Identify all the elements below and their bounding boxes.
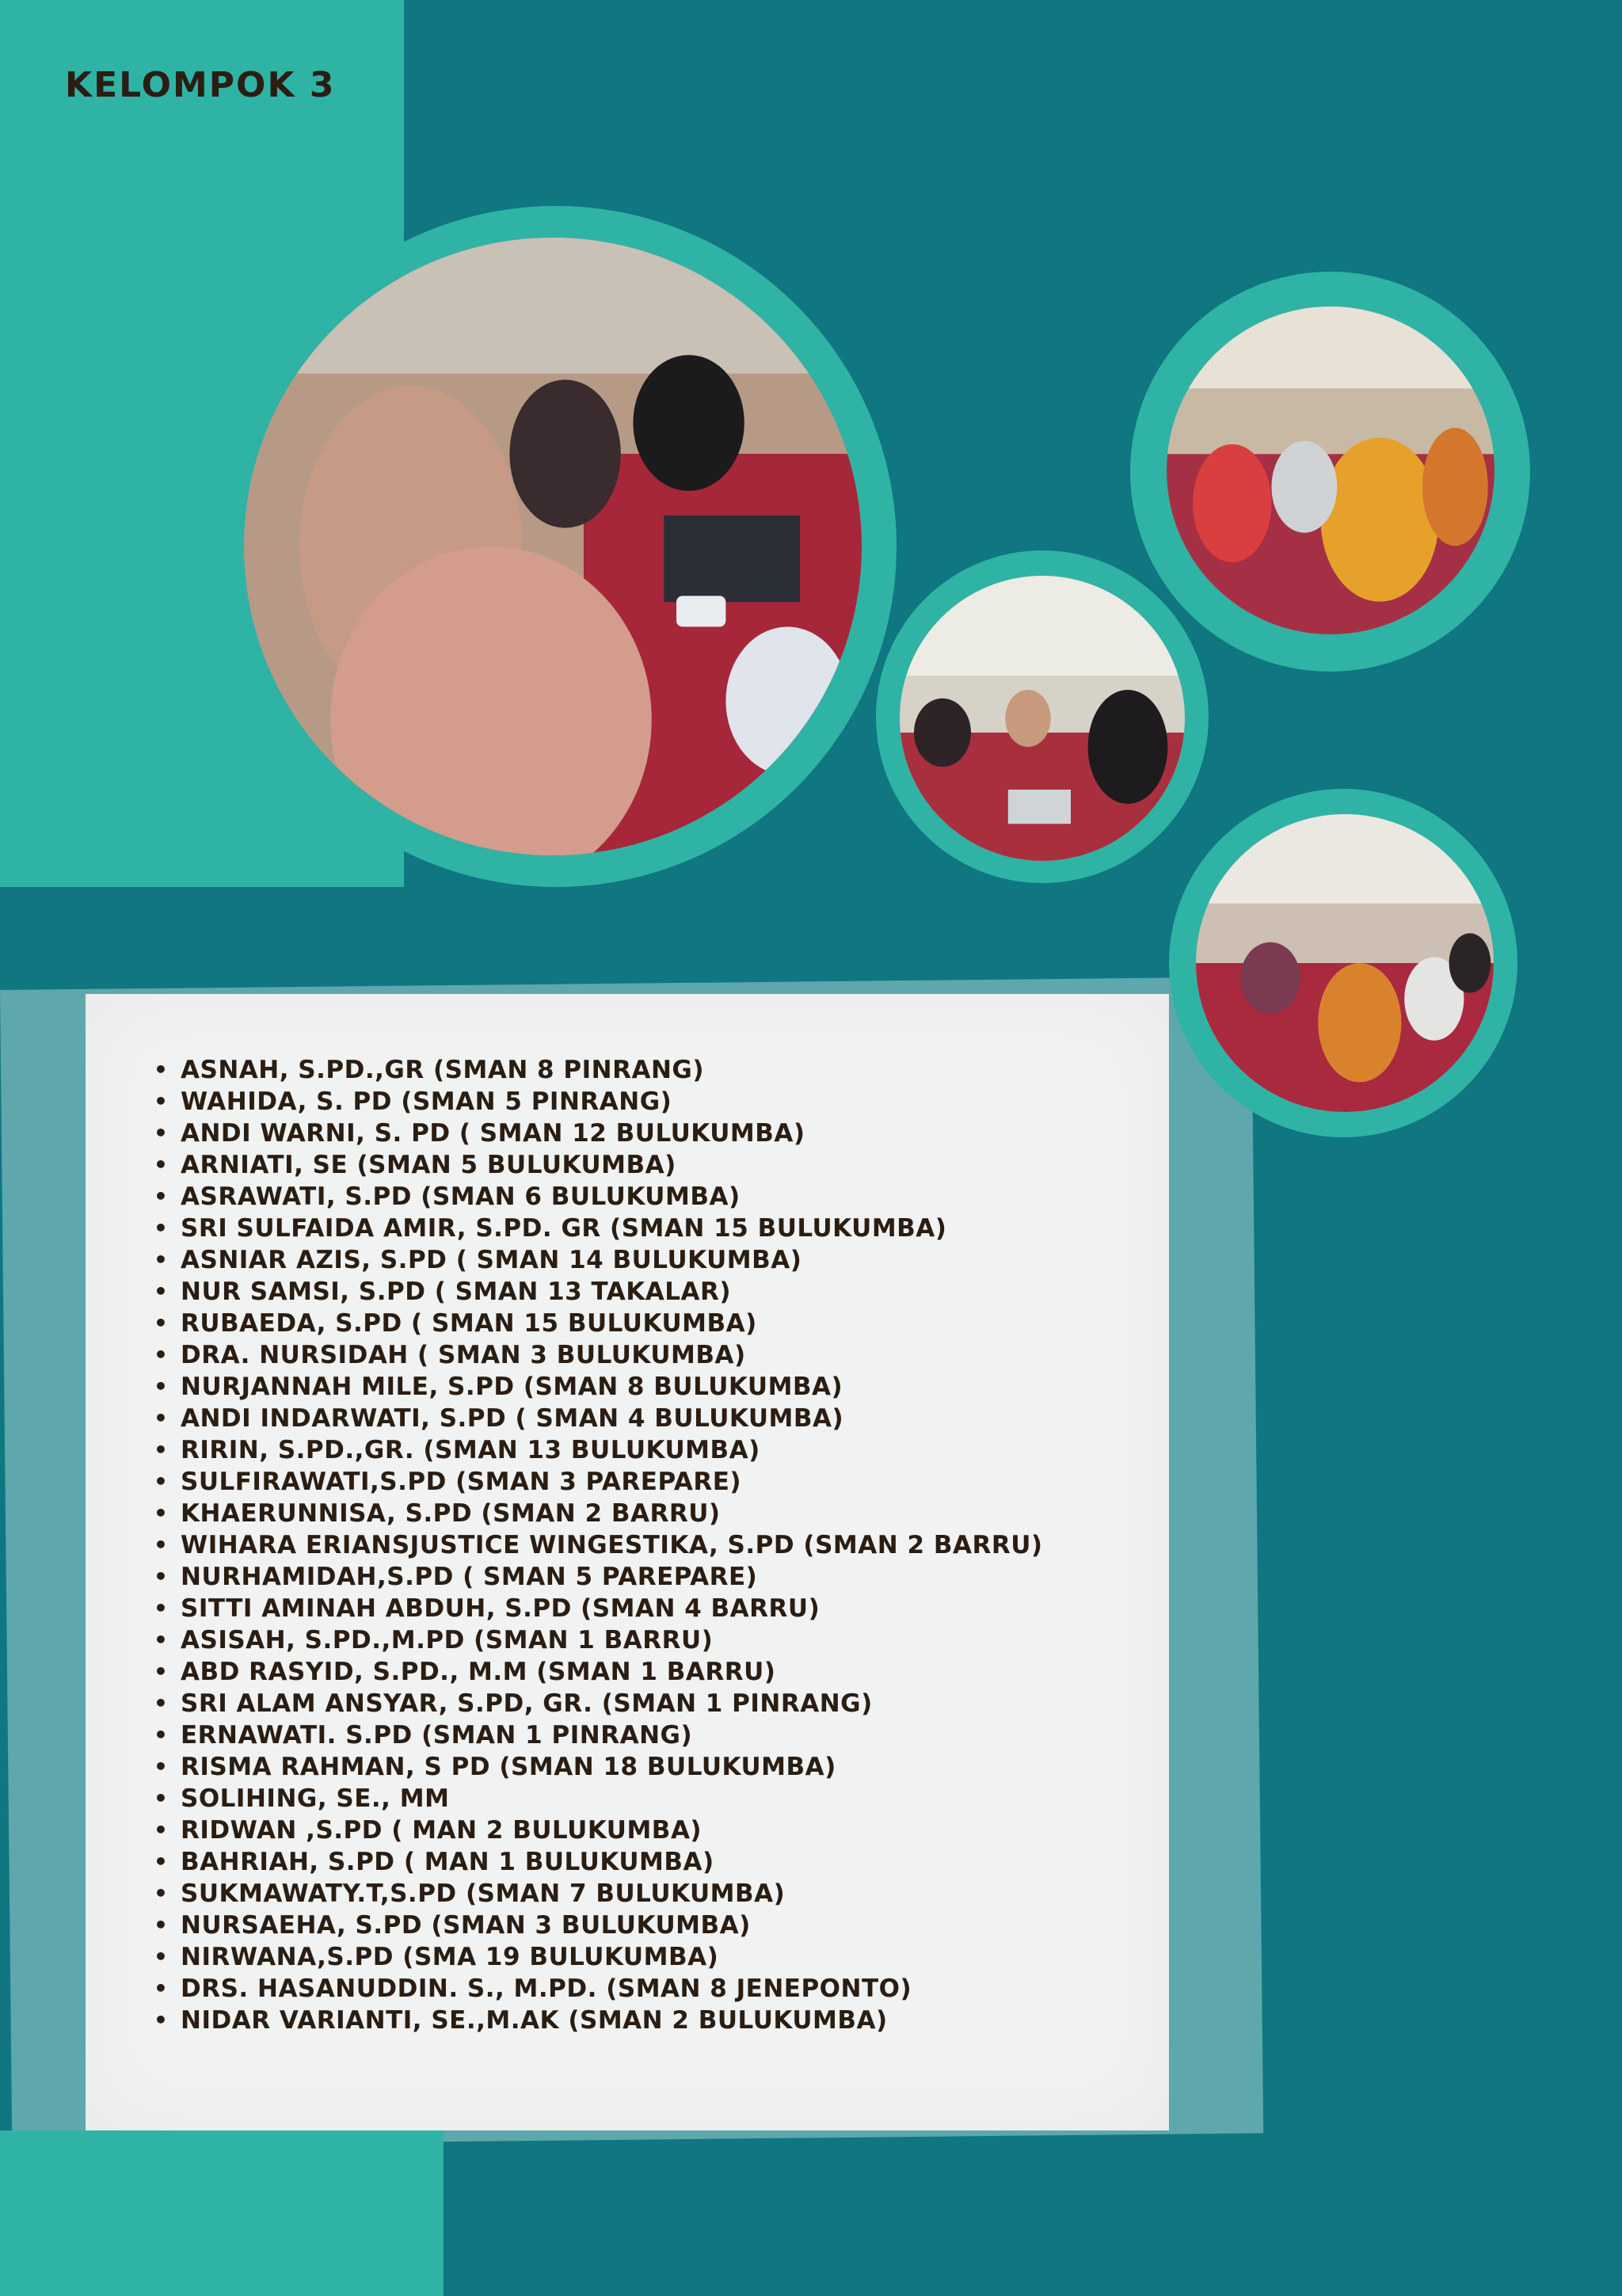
member-name: KHAERUNNISA, S.PD (SMAN 2 BARRU) (181, 1499, 721, 1528)
list-item (154, 1973, 1139, 2005)
bullet-icon: • (154, 1563, 169, 1590)
bullet-icon: • (154, 1183, 169, 1209)
list-item (154, 1593, 1139, 1624)
list-item (154, 1403, 1139, 1434)
member-name: RUBAEDA, S.PD ( SMAN 15 BULUKUMBA) (181, 1309, 757, 1338)
member-name: NUR SAMSI, S.PD ( SMAN 13 TAKALAR) (181, 1277, 732, 1306)
bullet-icon: • (154, 1468, 169, 1494)
bullet-icon: • (154, 1690, 169, 1716)
bullet-icon: • (154, 1944, 169, 1970)
bullet-icon: • (154, 1975, 169, 2001)
page-title: KELOMPOK 3 (65, 65, 336, 105)
list-item (154, 1244, 1139, 1276)
list-item (154, 1498, 1139, 1529)
member-name: ASNAH, S.PD.,GR (SMAN 8 PINRANG) (181, 1056, 705, 1084)
bullet-icon: • (154, 1658, 169, 1685)
member-name: SUKMAWATY.T,S.PD (SMAN 7 BULUKUMBA) (181, 1879, 786, 1908)
member-name: RISMA RAHMAN, S PD (SMAN 18 BULUKUMBA) (181, 1753, 836, 1781)
bullet-icon: • (154, 1880, 169, 1906)
bullet-icon: • (154, 1722, 169, 1748)
bullet-icon: • (154, 1595, 169, 1621)
bullet-icon: • (154, 1532, 169, 1558)
list-item (154, 1719, 1139, 1751)
list-item (154, 1181, 1139, 1213)
bullet-icon: • (154, 1753, 169, 1780)
bullet-icon: • (154, 1120, 169, 1146)
bullet-icon: • (154, 1088, 169, 1114)
member-name: DRS. HASANUDDIN. S., M.PD. (SMAN 8 JENEPONTO) (181, 1974, 912, 2003)
member-name: SITTI AMINAH ABDUH, S.PD (SMAN 4 BARRU) (181, 1594, 821, 1623)
group-photo-top-right (1167, 307, 1494, 634)
member-name: SULFIRAWATI,S.PD (SMAN 3 PAREPARE) (181, 1468, 742, 1496)
list-item (154, 1783, 1139, 1814)
list-item (154, 1308, 1139, 1339)
bullet-icon: • (154, 1247, 169, 1273)
list-item (154, 1846, 1139, 1878)
member-name: RIDWAN ,S.PD ( MAN 2 BULUKUMBA) (181, 1816, 702, 1845)
member-name: RIRIN, S.PD.,GR. (SMAN 13 BULUKUMBA) (181, 1436, 760, 1464)
member-name: WIHARA ERIANSJUSTICE WINGESTIKA, S.PD (SMAN 2 BARRU) (181, 1531, 1043, 1559)
member-list (154, 1054, 1139, 2036)
bullet-icon: • (154, 2007, 169, 2033)
list-item (154, 1814, 1139, 1846)
list-item (154, 2005, 1139, 2036)
member-name: SRI ALAM ANSYAR, S.PD, GR. (SMAN 1 PINRANG) (181, 1689, 873, 1718)
bullet-icon: • (154, 1057, 169, 1083)
member-name: NIRWANA,S.PD (SMA 19 BULUKUMBA) (181, 1943, 719, 1971)
list-item (154, 1624, 1139, 1656)
bullet-icon: • (154, 1500, 169, 1526)
bullet-icon: • (154, 1817, 169, 1843)
member-name: DRA. NURSIDAH ( SMAN 3 BULUKUMBA) (181, 1341, 746, 1369)
member-name: ABD RASYID, S.PD., M.M (SMAN 1 BARRU) (181, 1658, 776, 1686)
list-item (154, 1561, 1139, 1593)
member-name: ASISAH, S.PD.,M.PD (SMAN 1 BARRU) (181, 1626, 714, 1654)
member-name: SOLIHING, SE., MM (181, 1784, 450, 1813)
member-name: ARNIATI, SE (SMAN 5 BULUKUMBA) (181, 1151, 676, 1179)
list-item (154, 1434, 1139, 1466)
bullet-icon: • (154, 1342, 169, 1368)
member-name: ASRAWATI, S.PD (SMAN 6 BULUKUMBA) (181, 1182, 741, 1211)
member-name: ANDI INDARWATI, S.PD ( SMAN 4 BULUKUMBA) (181, 1404, 844, 1433)
list-item (154, 1213, 1139, 1244)
group-photo-bottom-right (1196, 814, 1494, 1112)
list-item (154, 1529, 1139, 1561)
member-list-panel (86, 994, 1169, 2130)
member-name: WAHIDA, S. PD (SMAN 5 PINRANG) (181, 1087, 672, 1116)
bullet-icon: • (154, 1912, 169, 1938)
member-name: ERNAWATI. S.PD (SMAN 1 PINRANG) (181, 1721, 693, 1750)
list-item (154, 1910, 1139, 1941)
member-name: NIDAR VARIANTI, SE.,M.AK (SMAN 2 BULUKUMBA) (181, 2006, 888, 2035)
list-item (154, 1751, 1139, 1783)
member-name: BAHRIAH, S.PD ( MAN 1 BULUKUMBA) (181, 1848, 714, 1876)
list-item (154, 1688, 1139, 1719)
group-photo-middle (900, 576, 1185, 861)
bullet-icon: • (154, 1152, 169, 1178)
list-item (154, 1054, 1139, 1086)
bullet-icon: • (154, 1437, 169, 1463)
list-item (154, 1656, 1139, 1688)
list-item (154, 1371, 1139, 1403)
list-item (154, 1086, 1139, 1118)
member-name: ASNIAR AZIS, S.PD ( SMAN 14 BULUKUMBA) (181, 1246, 802, 1274)
bullet-icon: • (154, 1215, 169, 1241)
bullet-icon: • (154, 1405, 169, 1431)
list-item (154, 1339, 1139, 1371)
member-name: NURHAMIDAH,S.PD ( SMAN 5 PAREPARE) (181, 1563, 758, 1591)
bullet-icon: • (154, 1849, 169, 1875)
member-name: NURSAEHA, S.PD (SMAN 3 BULUKUMBA) (181, 1911, 751, 1940)
bottom-left-teal-block (0, 2130, 444, 2296)
bullet-icon: • (154, 1310, 169, 1336)
member-name: ANDI WARNI, S. PD ( SMAN 12 BULUKUMBA) (181, 1119, 805, 1148)
member-name: NURJANNAH MILE, S.PD (SMAN 8 BULUKUMBA) (181, 1373, 843, 1401)
member-name: SRI SULFAIDA AMIR, S.PD. GR (SMAN 15 BULUKUMBA) (181, 1214, 947, 1243)
list-item (154, 1149, 1139, 1181)
list-item (154, 1878, 1139, 1910)
group-photo-main (244, 238, 862, 855)
bullet-icon: • (154, 1278, 169, 1304)
bullet-icon: • (154, 1785, 169, 1811)
list-item (154, 1276, 1139, 1308)
list-item (154, 1941, 1139, 1973)
list-item (154, 1466, 1139, 1498)
list-item (154, 1118, 1139, 1149)
bullet-icon: • (154, 1627, 169, 1653)
bullet-icon: • (154, 1373, 169, 1399)
